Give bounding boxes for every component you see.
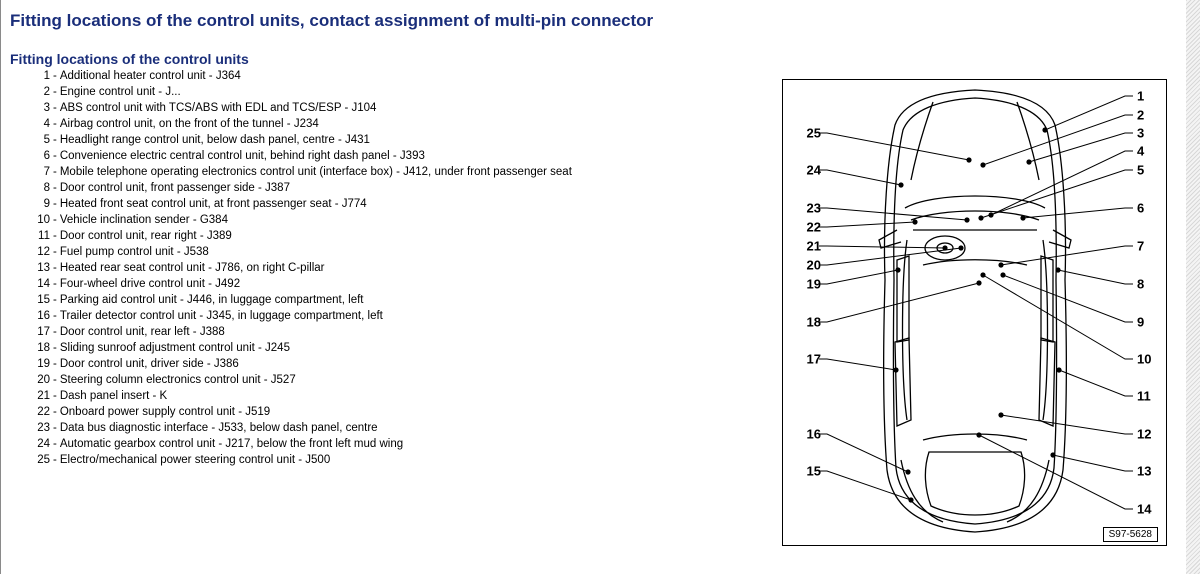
legend-item-number: 6 [43,150,50,162]
car-diagram-svg [783,80,1168,547]
callout-label-14: 14 [1137,501,1152,517]
legend-item-separator: - [53,150,57,162]
car-body-outline [879,90,1071,532]
legend-item-separator: - [53,214,57,226]
legend-item-number: 13 [37,262,50,274]
callout-dot-12 [998,412,1003,417]
callout-label-7: 7 [1137,238,1145,254]
legend-item [24,452,572,468]
legend-item-text: Electro/mechanical power steering control unit - J500 [59,454,331,466]
callout-leader-22 [819,222,915,227]
callout-label-24: 24 [806,162,821,178]
legend-item-text: ABS control unit with TCS/ABS with EDL and TCS/ESP - J104 [59,102,377,114]
callout-leader-8 [1058,270,1133,284]
legend-item-separator: - [53,166,57,178]
callout-dots [893,127,1061,502]
legend-item-text: Vehicle inclination sender - G384 [59,214,228,226]
callout-dot-13 [1050,452,1055,457]
callout-dot-21 [942,245,947,250]
callout-dot-23 [964,217,969,222]
callout-label-12: 12 [1137,426,1152,442]
legend-item-separator: - [53,86,57,98]
callout-leader-5 [981,170,1133,218]
callout-leader-4 [991,151,1133,215]
callout-label-22: 22 [806,219,821,235]
callout-leader-14 [979,435,1133,509]
legend-item [24,324,572,340]
legend-item-text: Fuel pump control unit - J538 [59,246,209,258]
legend-item-number: 10 [37,214,50,226]
callout-leader-7 [1001,246,1133,265]
legend-item-separator: - [53,70,57,82]
legend-item-text: Heated rear seat control unit - J786, on right C-pillar [59,262,325,274]
callout-label-4: 4 [1137,143,1145,159]
legend-item [24,116,572,132]
callout-label-2: 2 [1137,107,1145,123]
callout-leader-24 [819,170,901,185]
legend-list [24,68,572,468]
legend-item-number: 20 [37,374,50,386]
callout-dot-3 [1026,159,1031,164]
callout-leader-3 [1029,133,1133,162]
legend-item-separator: - [53,198,57,210]
callout-leaders [819,96,1133,509]
legend-item-text: Four-wheel drive control unit - J492 [59,278,241,290]
legend-item-number: 18 [37,342,50,354]
legend-item [24,244,572,260]
legend-item [24,276,572,292]
callout-leader-18 [819,283,979,322]
legend-item [24,420,572,436]
diagram-ref-code: S97-5628 [1103,527,1158,542]
legend-item-separator: - [53,310,57,322]
callout-label-25: 25 [806,125,821,141]
callout-label-15: 15 [806,463,821,479]
callout-label-3: 3 [1137,125,1145,141]
callout-dot-1 [1042,127,1047,132]
callout-leader-25 [819,133,969,160]
callout-label-20: 20 [806,257,821,273]
legend-item-text: Additional heater control unit - J364 [59,70,241,82]
legend-item-number: 24 [37,438,50,450]
legend-item-separator: - [53,326,57,338]
callout-leader-1 [1045,96,1133,130]
legend-item-text: Door control unit, front passenger side - J387 [59,182,290,194]
legend-item [24,68,572,84]
legend-item-separator: - [53,438,57,450]
legend-item-text: Door control unit, rear left - J388 [59,326,225,338]
legend-item-text: Steering column electronics control unit - J527 [59,374,296,386]
legend-item-separator: - [53,134,57,146]
callout-dot-16 [905,469,910,474]
legend-item-text: Mobile telephone operating electronics control unit (interface box) - J412, under front passenger seat [59,166,572,178]
callout-dot-20 [958,245,963,250]
legend-item-text: Heated front seat control unit, at front passenger seat - J774 [59,198,367,210]
callout-label-10: 10 [1137,351,1152,367]
callout-label-18: 18 [806,314,821,330]
callout-leader-23 [819,208,967,220]
callout-label-11: 11 [1137,388,1151,404]
legend-item [24,228,572,244]
callout-label-13: 13 [1137,463,1152,479]
callout-label-6: 6 [1137,200,1145,216]
legend-item-number: 12 [37,246,50,258]
legend-item-number: 23 [37,422,50,434]
callout-leader-6 [1023,208,1133,218]
callout-leader-11 [1059,370,1133,396]
callout-dot-25 [966,157,971,162]
legend-item-separator: - [53,278,57,290]
callout-label-17: 17 [806,351,821,367]
legend-item-separator: - [53,342,57,354]
callout-dot-22 [912,219,917,224]
legend-item-separator: - [53,358,57,370]
legend-item-separator: - [53,422,57,434]
callout-dot-19 [895,267,900,272]
legend-item-number: 9 [43,198,50,210]
page-title: Fitting locations of the control units, contact assignment of multi-pin connector [10,11,654,30]
legend-item-number: 14 [37,278,50,290]
legend-item [24,196,572,212]
callout-leader-12 [1001,415,1133,434]
callout-dot-5 [978,215,983,220]
section-title: Fitting locations of the control units [10,51,249,67]
callout-dot-10 [980,272,985,277]
callout-dot-6 [1020,215,1025,220]
legend-item-number: 1 [43,70,50,82]
legend-item-text: Data bus diagnostic interface - J533, below dash panel, centre [59,422,378,434]
legend-item-number: 11 [38,230,50,242]
callout-label-19: 19 [806,276,821,292]
legend-item [24,260,572,276]
legend-item-number: 16 [37,310,50,322]
legend-item [24,404,572,420]
legend-item-number: 21 [37,390,50,402]
legend-item-number: 5 [43,134,50,146]
callout-dot-14 [976,432,981,437]
callout-label-9: 9 [1137,314,1145,330]
callout-dot-2 [980,162,985,167]
callout-dot-9 [1000,272,1005,277]
callout-leader-19 [819,270,898,284]
legend-item-separator: - [53,182,57,194]
legend-item-text: Convenience electric central control unit, behind right dash panel - J393 [59,150,425,162]
legend-item [24,340,572,356]
legend-item [24,212,572,228]
callout-label-23: 23 [806,200,821,216]
legend-item-text: Trailer detector control unit - J345, in luggage compartment, left [59,310,383,322]
callout-leader-17 [819,359,896,370]
legend-item-text: Onboard power supply control unit - J519 [59,406,271,418]
callout-label-16: 16 [806,426,821,442]
legend-item [24,372,572,388]
legend-item [24,132,572,148]
legend-item-text: Door control unit, rear right - J389 [59,230,232,242]
legend-item-separator: - [53,118,57,130]
legend-item-text: Sliding sunroof adjustment control unit - J245 [59,342,290,354]
callout-leader-10 [983,275,1133,359]
callout-dot-15 [908,497,913,502]
legend-item [24,292,572,308]
legend-item-number: 3 [43,102,50,114]
callout-dot-4 [988,212,993,217]
callout-dot-8 [1055,267,1060,272]
legend-item-text: Headlight range control unit, below dash panel, centre - J431 [59,134,370,146]
legend-item-text: Engine control unit - J... [59,86,181,98]
callout-label-8: 8 [1137,276,1145,292]
legend-item [24,356,572,372]
legend-item-separator: - [53,102,57,114]
legend-item-number: 25 [37,454,50,466]
legend-item-number: 2 [43,86,50,98]
scrollbar-track[interactable] [1186,0,1200,574]
legend-item-text: Automatic gearbox control unit - J217, below the front left mud wing [59,438,404,450]
legend-item-separator: - [53,246,57,258]
callout-dot-17 [893,367,898,372]
callout-dot-11 [1056,367,1061,372]
legend-item-text: Airbag control unit, on the front of the tunnel - J234 [59,118,319,130]
callout-label-1: 1 [1137,88,1145,104]
legend-item-separator: - [53,390,57,402]
legend-item [24,180,572,196]
legend-item-separator: - [53,454,57,466]
legend-item-number: 22 [37,406,50,418]
car-diagram [782,79,1167,546]
legend-item-number: 4 [43,118,50,130]
callout-label-5: 5 [1137,162,1145,178]
legend-item-separator: - [53,374,57,386]
legend-item-number: 8 [43,182,50,194]
legend-item [24,100,572,116]
legend-item [24,388,572,404]
callout-dot-7 [998,262,1003,267]
legend-item [24,84,572,100]
legend-item-separator: - [53,406,57,418]
legend-item [24,164,572,180]
callout-dot-18 [976,280,981,285]
legend-item [24,308,572,324]
legend-item-text: Door control unit, driver side - J386 [59,358,239,370]
legend-item-separator: - [53,262,57,274]
legend-item [24,436,572,452]
callout-label-21: 21 [806,238,821,254]
legend-item-number: 15 [37,294,50,306]
legend-item-number: 19 [37,358,50,370]
legend-item-text: Parking aid control unit - J446, in luggage compartment, left [59,294,364,306]
callout-leader-13 [1053,455,1133,471]
legend-item-separator: - [53,230,57,242]
legend-item [24,148,572,164]
legend-item-number: 17 [37,326,50,338]
legend-item-text: Dash panel insert - K [59,390,168,402]
window-frame-left [0,0,1,574]
callout-dot-24 [898,182,903,187]
legend-item-separator: - [53,294,57,306]
legend-item-number: 7 [43,166,50,178]
